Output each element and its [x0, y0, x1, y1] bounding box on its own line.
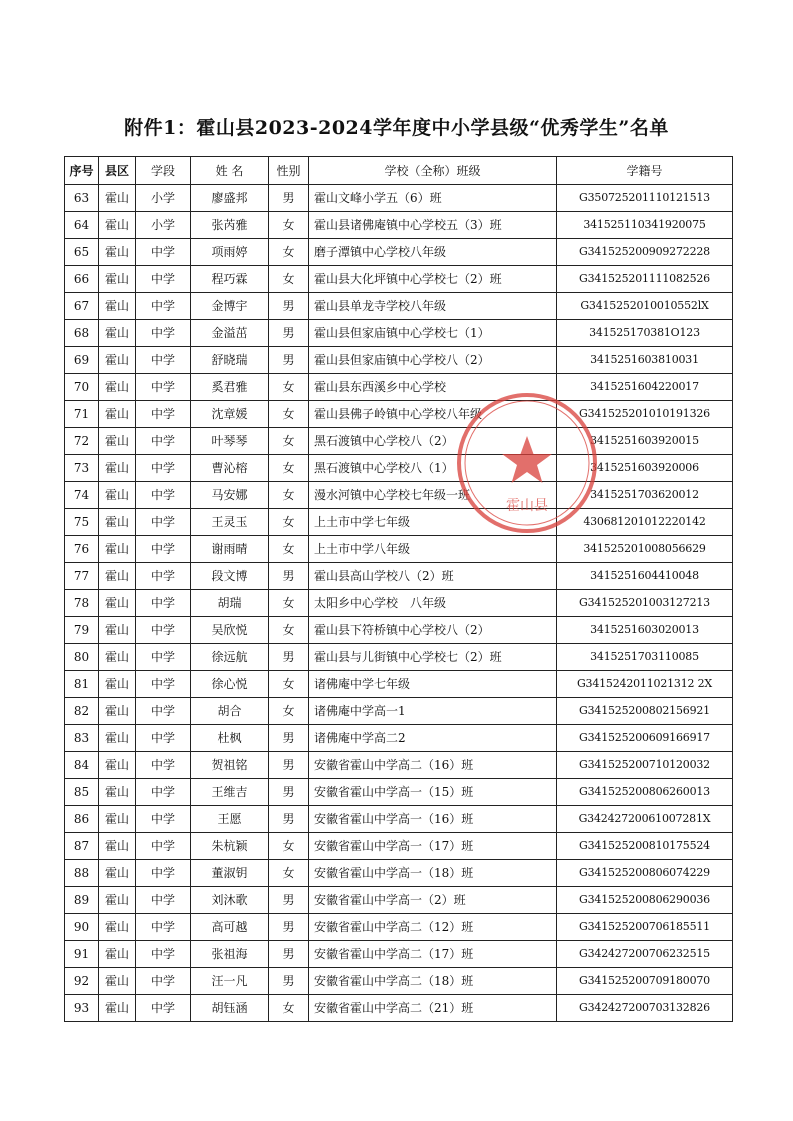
- cell-gender: 男: [269, 806, 309, 833]
- cell-stage: 中学: [136, 428, 191, 455]
- cell-student-id: G341525201111082526: [557, 266, 733, 293]
- cell-index: 78: [65, 590, 99, 617]
- cell-name: 谢雨晴: [191, 536, 269, 563]
- cell-index: 68: [65, 320, 99, 347]
- cell-school-class: 安徽省霍山中学高二（17）班: [309, 941, 557, 968]
- table-row: [65, 833, 733, 860]
- cell-school-class: 黑石渡镇中心学校八（2）: [309, 428, 557, 455]
- cell-county: 霍山: [99, 239, 136, 266]
- cell-student-id: 3415251604220017: [557, 374, 733, 401]
- table-body: [65, 185, 733, 1022]
- cell-gender: 男: [269, 563, 309, 590]
- seal-text: 霍山县: [506, 498, 548, 514]
- table-row: [65, 320, 733, 347]
- cell-gender: 女: [269, 833, 309, 860]
- cell-index: 72: [65, 428, 99, 455]
- cell-name: 张祖海: [191, 941, 269, 968]
- cell-student-id: G341525200810175524: [557, 833, 733, 860]
- table-row: [65, 509, 733, 536]
- cell-gender: 男: [269, 752, 309, 779]
- cell-gender: 女: [269, 428, 309, 455]
- cell-name: 胡合: [191, 698, 269, 725]
- cell-gender: 男: [269, 968, 309, 995]
- cell-county: 霍山: [99, 347, 136, 374]
- table-row: [65, 806, 733, 833]
- table-row: [65, 914, 733, 941]
- cell-school-class: 霍山县但家庙镇中心学校八（2）: [309, 347, 557, 374]
- cell-stage: 中学: [136, 590, 191, 617]
- table-row: [65, 428, 733, 455]
- cell-school-class: 安徽省霍山中学高一（16）班: [309, 806, 557, 833]
- cell-stage: 中学: [136, 779, 191, 806]
- header-student-id: 学籍号: [557, 157, 733, 185]
- cell-county: 霍山: [99, 617, 136, 644]
- cell-stage: 中学: [136, 698, 191, 725]
- table-row: [65, 941, 733, 968]
- table-row: [65, 779, 733, 806]
- cell-stage: 中学: [136, 995, 191, 1022]
- cell-index: 79: [65, 617, 99, 644]
- cell-name: 贺祖铭: [191, 752, 269, 779]
- cell-name: 金溢茁: [191, 320, 269, 347]
- cell-county: 霍山: [99, 860, 136, 887]
- cell-county: 霍山: [99, 212, 136, 239]
- cell-school-class: 霍山县东西溪乡中心学校: [309, 374, 557, 401]
- cell-student-id: 3415251603920015: [557, 428, 733, 455]
- cell-name: 高可越: [191, 914, 269, 941]
- cell-stage: 中学: [136, 671, 191, 698]
- cell-stage: 中学: [136, 617, 191, 644]
- cell-gender: 女: [269, 482, 309, 509]
- cell-index: 80: [65, 644, 99, 671]
- cell-student-id: G3415252010010552lX: [557, 293, 733, 320]
- header-gender: 性别: [269, 157, 309, 185]
- cell-stage: 中学: [136, 482, 191, 509]
- cell-gender: 女: [269, 671, 309, 698]
- cell-index: 70: [65, 374, 99, 401]
- cell-index: 85: [65, 779, 99, 806]
- cell-stage: 中学: [136, 509, 191, 536]
- table-row: [65, 968, 733, 995]
- cell-school-class: 霍山县下符桥镇中心学校八（2）: [309, 617, 557, 644]
- cell-student-id: G341525200806290036: [557, 887, 733, 914]
- cell-student-id: 3415251603920006: [557, 455, 733, 482]
- cell-index: 71: [65, 401, 99, 428]
- cell-stage: 中学: [136, 401, 191, 428]
- header-stage: 学段: [136, 157, 191, 185]
- cell-name: 杜枫: [191, 725, 269, 752]
- cell-school-class: 诸佛庵中学高一1: [309, 698, 557, 725]
- cell-county: 霍山: [99, 185, 136, 212]
- cell-school-class: 安徽省霍山中学高一（17）班: [309, 833, 557, 860]
- cell-student-id: G341525200909272228: [557, 239, 733, 266]
- table-row: [65, 266, 733, 293]
- cell-stage: 中学: [136, 941, 191, 968]
- cell-name: 张芮雅: [191, 212, 269, 239]
- cell-name: 朱杭颖: [191, 833, 269, 860]
- cell-gender: 男: [269, 779, 309, 806]
- page-title: 附件1：霍山县2023-2024学年度中小学县级“优秀学生”名单: [124, 117, 669, 139]
- cell-gender: 女: [269, 374, 309, 401]
- table-row: [65, 455, 733, 482]
- table-row: [65, 374, 733, 401]
- cell-gender: 男: [269, 887, 309, 914]
- cell-index: 87: [65, 833, 99, 860]
- header-school-class: 学校（全称）班级: [309, 157, 557, 185]
- cell-index: 84: [65, 752, 99, 779]
- cell-school-class: 霍山县诸佛庵镇中心学校五（3）班: [309, 212, 557, 239]
- cell-student-id: G341525200806260013: [557, 779, 733, 806]
- cell-student-id: 341525110341920075: [557, 212, 733, 239]
- cell-county: 霍山: [99, 644, 136, 671]
- cell-school-class: 诸佛庵中学高二2: [309, 725, 557, 752]
- table-row: [65, 995, 733, 1022]
- cell-school-class: 安徽省霍山中学高二（16）班: [309, 752, 557, 779]
- cell-name: 叶琴琴: [191, 428, 269, 455]
- cell-gender: 男: [269, 941, 309, 968]
- cell-stage: 中学: [136, 725, 191, 752]
- cell-name: 段文博: [191, 563, 269, 590]
- cell-gender: 女: [269, 536, 309, 563]
- table-row: [65, 725, 733, 752]
- table-row: [65, 347, 733, 374]
- cell-school-class: 安徽省霍山中学高一（18）班: [309, 860, 557, 887]
- table-header: [65, 157, 733, 185]
- cell-gender: 男: [269, 914, 309, 941]
- cell-stage: 中学: [136, 887, 191, 914]
- cell-index: 65: [65, 239, 99, 266]
- cell-student-id: 3415251603810031: [557, 347, 733, 374]
- cell-name: 廖盛邦: [191, 185, 269, 212]
- cell-county: 霍山: [99, 698, 136, 725]
- cell-student-id: G341525201003127213: [557, 590, 733, 617]
- cell-gender: 女: [269, 590, 309, 617]
- cell-county: 霍山: [99, 914, 136, 941]
- cell-county: 霍山: [99, 752, 136, 779]
- cell-name: 金博宇: [191, 293, 269, 320]
- cell-gender: 女: [269, 455, 309, 482]
- cell-school-class: 安徽省霍山中学高二（18）班: [309, 968, 557, 995]
- table-row: [65, 536, 733, 563]
- cell-school-class: 霍山县与儿街镇中心学校七（2）班: [309, 644, 557, 671]
- header-row: [65, 157, 733, 185]
- table-row: [65, 212, 733, 239]
- cell-name: 马安娜: [191, 482, 269, 509]
- cell-index: 67: [65, 293, 99, 320]
- header-index: 序号: [65, 157, 99, 185]
- cell-gender: 女: [269, 995, 309, 1022]
- cell-school-class: 上土市中学七年级: [309, 509, 557, 536]
- table-row: [65, 644, 733, 671]
- cell-stage: 中学: [136, 752, 191, 779]
- cell-student-id: G341525200802156921: [557, 698, 733, 725]
- cell-stage: 中学: [136, 563, 191, 590]
- table-row: [65, 482, 733, 509]
- cell-stage: 中学: [136, 266, 191, 293]
- cell-index: 76: [65, 536, 99, 563]
- table-row: [65, 752, 733, 779]
- cell-school-class: 霍山县但家庙镇中心学校七（1）: [309, 320, 557, 347]
- cell-student-id: G341525200709180070: [557, 968, 733, 995]
- cell-county: 霍山: [99, 374, 136, 401]
- cell-county: 霍山: [99, 401, 136, 428]
- table-row: [65, 671, 733, 698]
- cell-index: 83: [65, 725, 99, 752]
- cell-stage: 中学: [136, 455, 191, 482]
- cell-student-id: 3415251604410048: [557, 563, 733, 590]
- cell-school-class: 霍山县单龙寺学校八年级: [309, 293, 557, 320]
- cell-student-id: 3415251703110085: [557, 644, 733, 671]
- cell-student-id: G341525201010191326: [557, 401, 733, 428]
- cell-stage: 小学: [136, 212, 191, 239]
- cell-index: 81: [65, 671, 99, 698]
- table-row: [65, 293, 733, 320]
- cell-name: 吴欣悦: [191, 617, 269, 644]
- cell-student-id: G341525200706185511: [557, 914, 733, 941]
- cell-school-class: 安徽省霍山中学高一（2）班: [309, 887, 557, 914]
- table-row: [65, 698, 733, 725]
- cell-student-id: G342427200703132826: [557, 995, 733, 1022]
- cell-gender: 男: [269, 644, 309, 671]
- cell-student-id: 341525170381O123: [557, 320, 733, 347]
- cell-school-class: 安徽省霍山中学高二（12）班: [309, 914, 557, 941]
- cell-name: 王灵玉: [191, 509, 269, 536]
- cell-stage: 中学: [136, 968, 191, 995]
- cell-county: 霍山: [99, 590, 136, 617]
- cell-gender: 女: [269, 860, 309, 887]
- cell-school-class: 安徽省霍山中学高一（15）班: [309, 779, 557, 806]
- cell-index: 82: [65, 698, 99, 725]
- cell-school-class: 霍山县高山学校八（2）班: [309, 563, 557, 590]
- cell-gender: 女: [269, 266, 309, 293]
- cell-gender: 男: [269, 347, 309, 374]
- cell-school-class: 太阳乡中心学校 八年级: [309, 590, 557, 617]
- cell-name: 胡瑞: [191, 590, 269, 617]
- cell-name: 王愿: [191, 806, 269, 833]
- cell-stage: 中学: [136, 239, 191, 266]
- cell-gender: 女: [269, 509, 309, 536]
- cell-index: 91: [65, 941, 99, 968]
- cell-stage: 中学: [136, 833, 191, 860]
- table-row: [65, 617, 733, 644]
- cell-name: 徐远航: [191, 644, 269, 671]
- cell-student-id: G350725201110121513: [557, 185, 733, 212]
- cell-county: 霍山: [99, 320, 136, 347]
- cell-index: 86: [65, 806, 99, 833]
- table-row: [65, 887, 733, 914]
- cell-name: 董淑钥: [191, 860, 269, 887]
- cell-school-class: 安徽省霍山中学高二（21）班: [309, 995, 557, 1022]
- cell-county: 霍山: [99, 995, 136, 1022]
- cell-index: 66: [65, 266, 99, 293]
- cell-school-class: 上土市中学八年级: [309, 536, 557, 563]
- cell-gender: 男: [269, 293, 309, 320]
- cell-name: 曹沁榕: [191, 455, 269, 482]
- cell-county: 霍山: [99, 293, 136, 320]
- cell-gender: 男: [269, 320, 309, 347]
- cell-name: 舒晓瑞: [191, 347, 269, 374]
- cell-county: 霍山: [99, 428, 136, 455]
- cell-school-class: 磨子潭镇中心学校八年级: [309, 239, 557, 266]
- table-row: [65, 401, 733, 428]
- cell-student-id: G341525200609166917: [557, 725, 733, 752]
- cell-stage: 中学: [136, 347, 191, 374]
- cell-index: 73: [65, 455, 99, 482]
- cell-student-id: 341525201008056629: [557, 536, 733, 563]
- cell-student-id: 3415251603020013: [557, 617, 733, 644]
- cell-county: 霍山: [99, 563, 136, 590]
- cell-student-id: G342427200706232515: [557, 941, 733, 968]
- cell-student-id: G34242720061007281X: [557, 806, 733, 833]
- cell-county: 霍山: [99, 941, 136, 968]
- cell-name: 胡钰涵: [191, 995, 269, 1022]
- cell-stage: 中学: [136, 320, 191, 347]
- cell-gender: 男: [269, 185, 309, 212]
- cell-name: 奚君雅: [191, 374, 269, 401]
- cell-stage: 中学: [136, 860, 191, 887]
- cell-name: 程巧霖: [191, 266, 269, 293]
- cell-index: 93: [65, 995, 99, 1022]
- cell-index: 89: [65, 887, 99, 914]
- cell-index: 88: [65, 860, 99, 887]
- cell-stage: 中学: [136, 374, 191, 401]
- cell-name: 项雨婷: [191, 239, 269, 266]
- cell-student-id: 430681201012220142: [557, 509, 733, 536]
- cell-school-class: 漫水河镇中心学校七年级一班: [309, 482, 557, 509]
- cell-school-class: 霍山县佛子岭镇中心学校八年级: [309, 401, 557, 428]
- cell-county: 霍山: [99, 806, 136, 833]
- header-name: 姓 名: [191, 157, 269, 185]
- cell-name: 汪一凡: [191, 968, 269, 995]
- cell-stage: 中学: [136, 914, 191, 941]
- cell-gender: 女: [269, 212, 309, 239]
- header-county: 县区: [99, 157, 136, 185]
- cell-name: 沈章媛: [191, 401, 269, 428]
- table-row: [65, 860, 733, 887]
- cell-stage: 中学: [136, 806, 191, 833]
- cell-county: 霍山: [99, 725, 136, 752]
- cell-student-id: G3415242011021312 2X: [557, 671, 733, 698]
- cell-school-class: 诸佛庵中学七年级: [309, 671, 557, 698]
- cell-student-id: 3415251703620012: [557, 482, 733, 509]
- cell-stage: 中学: [136, 536, 191, 563]
- cell-county: 霍山: [99, 482, 136, 509]
- cell-name: 王维吉: [191, 779, 269, 806]
- cell-index: 77: [65, 563, 99, 590]
- cell-name: 刘沐歌: [191, 887, 269, 914]
- cell-school-class: 黑石渡镇中心学校八（1）: [309, 455, 557, 482]
- cell-county: 霍山: [99, 266, 136, 293]
- table-row: [65, 239, 733, 266]
- cell-county: 霍山: [99, 536, 136, 563]
- student-roster-table: [64, 156, 733, 1022]
- cell-index: 69: [65, 347, 99, 374]
- cell-school-class: 霍山文峰小学五（6）班: [309, 185, 557, 212]
- cell-index: 90: [65, 914, 99, 941]
- cell-county: 霍山: [99, 833, 136, 860]
- cell-county: 霍山: [99, 887, 136, 914]
- cell-school-class: 霍山县大化坪镇中心学校七（2）班: [309, 266, 557, 293]
- cell-county: 霍山: [99, 455, 136, 482]
- cell-stage: 中学: [136, 644, 191, 671]
- cell-index: 63: [65, 185, 99, 212]
- cell-stage: 中学: [136, 293, 191, 320]
- cell-county: 霍山: [99, 968, 136, 995]
- table-row: [65, 563, 733, 590]
- cell-name: 徐心悦: [191, 671, 269, 698]
- cell-county: 霍山: [99, 779, 136, 806]
- cell-county: 霍山: [99, 509, 136, 536]
- cell-gender: 女: [269, 401, 309, 428]
- cell-gender: 男: [269, 725, 309, 752]
- cell-index: 75: [65, 509, 99, 536]
- cell-student-id: G341525200806074229: [557, 860, 733, 887]
- cell-gender: 女: [269, 239, 309, 266]
- cell-index: 64: [65, 212, 99, 239]
- cell-county: 霍山: [99, 671, 136, 698]
- cell-gender: 女: [269, 617, 309, 644]
- cell-student-id: G341525200710120032: [557, 752, 733, 779]
- table-row: [65, 590, 733, 617]
- cell-gender: 女: [269, 698, 309, 725]
- cell-index: 74: [65, 482, 99, 509]
- cell-stage: 小学: [136, 185, 191, 212]
- cell-index: 92: [65, 968, 99, 995]
- table-row: [65, 185, 733, 212]
